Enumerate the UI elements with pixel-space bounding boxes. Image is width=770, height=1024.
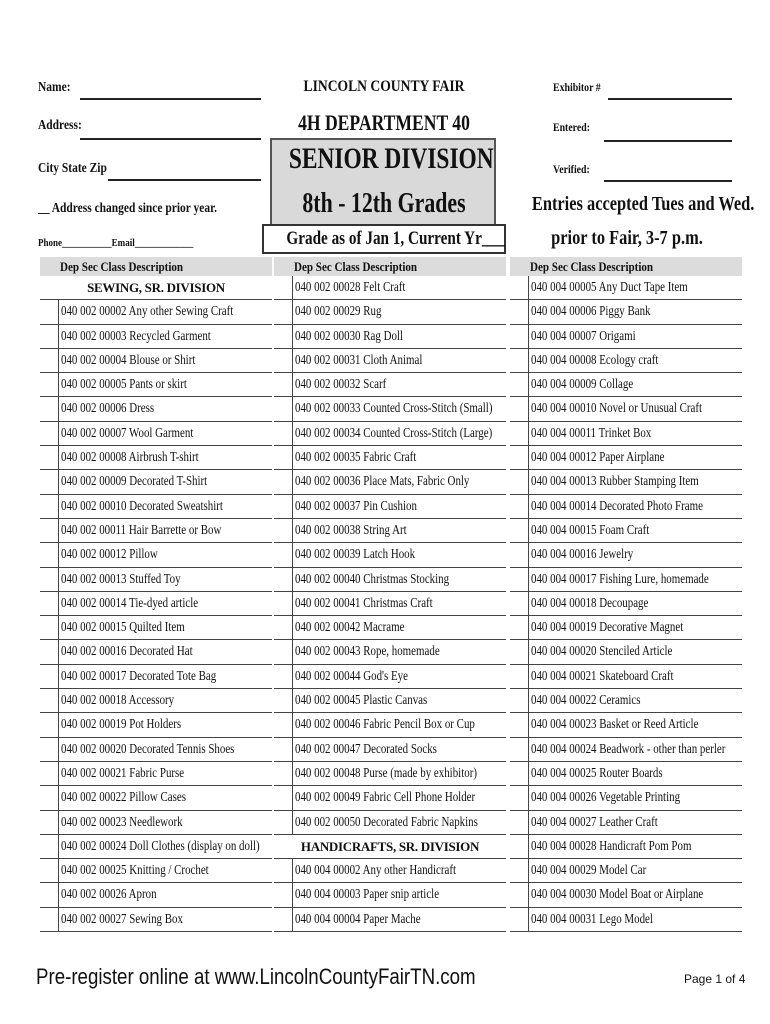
entry-row[interactable] (40, 592, 272, 616)
entry-checkbox[interactable] (510, 495, 529, 519)
entries-accepted-line2: prior to Fair, 3-7 p.m. (551, 227, 703, 249)
entry-row[interactable] (510, 689, 742, 713)
entry-row[interactable] (510, 665, 742, 689)
entry-label: 040 002 00039 Latch Hook (295, 547, 416, 563)
entry-checkbox[interactable] (274, 713, 293, 737)
entry-checkbox[interactable] (274, 640, 293, 664)
entry-row[interactable] (40, 786, 272, 810)
verified-field[interactable] (604, 180, 732, 182)
entry-checkbox[interactable] (40, 446, 59, 470)
entry-label: 040 004 00009 Collage (531, 377, 634, 393)
entry-row[interactable] (40, 835, 272, 859)
page-number: Page 1 of 4 (684, 972, 746, 986)
entry-row[interactable] (274, 859, 506, 883)
entry-checkbox[interactable] (510, 859, 529, 883)
entry-checkbox[interactable] (274, 859, 293, 883)
entry-row[interactable] (274, 276, 506, 300)
entry-label: 040 002 00031 Cloth Animal (295, 352, 423, 368)
entered-label: Entered: (553, 120, 590, 134)
entry-checkbox[interactable] (40, 495, 59, 519)
entry-list (274, 276, 506, 932)
entry-label: 040 002 00041 Christmas Craft (295, 595, 433, 611)
entry-label: 040 002 00038 String Art (295, 522, 407, 538)
entry-row[interactable] (274, 592, 506, 616)
entry-row[interactable] (274, 470, 506, 494)
entry-row[interactable] (40, 908, 272, 932)
entry-row[interactable] (510, 738, 742, 762)
department-title: 4H DEPARTMENT 40 (298, 110, 470, 135)
entry-label: 040 002 00014 Tie-dyed article (61, 595, 199, 611)
column-header: Dep Sec Class Description (40, 257, 272, 276)
entry-row[interactable] (40, 640, 272, 664)
entry-checkbox[interactable] (40, 883, 59, 907)
name-field[interactable] (80, 98, 261, 100)
entry-label: 040 002 00002 Any other Sewing Craft (61, 304, 234, 320)
entry-checkbox[interactable] (40, 568, 59, 592)
entry-checkbox[interactable] (510, 592, 529, 616)
entry-label: 040 002 00034 Counted Cross-Stitch (Large) (295, 425, 493, 441)
entry-row[interactable] (510, 640, 742, 664)
entry-row[interactable] (274, 713, 506, 737)
entry-label: 040 002 00040 Christmas Stocking (295, 571, 450, 587)
entry-checkbox[interactable] (40, 835, 59, 859)
entry-label: 040 002 00049 Fabric Cell Phone Holder (295, 790, 476, 806)
entry-label: 040 002 00009 Decorated T-Shirt (61, 474, 208, 490)
entry-label: 040 002 00007 Wool Garment (61, 425, 194, 441)
entry-label: 040 002 00030 Rag Doll (295, 328, 403, 344)
entry-checkbox[interactable] (510, 470, 529, 494)
entry-row[interactable] (274, 495, 506, 519)
entry-checkbox[interactable] (274, 276, 293, 300)
entry-row[interactable] (274, 908, 506, 932)
entry-row[interactable] (274, 786, 506, 810)
entry-row[interactable] (274, 762, 506, 786)
entry-checkbox[interactable] (40, 738, 59, 762)
entry-checkbox[interactable] (274, 300, 293, 324)
entry-checkbox[interactable] (274, 908, 293, 932)
entry-row[interactable] (40, 422, 272, 446)
entry-row[interactable] (40, 325, 272, 349)
entry-label: 040 002 00025 Knitting / Crochet (61, 863, 209, 879)
address-field[interactable] (80, 138, 261, 140)
entry-row[interactable] (40, 616, 272, 640)
entry-checkbox[interactable] (40, 713, 59, 737)
entry-label: 040 002 00012 Pillow (61, 547, 158, 563)
entry-label: 040 004 00013 Rubber Stamping Item (531, 474, 699, 490)
entry-label: 040 004 00022 Ceramics (531, 693, 641, 709)
entry-checkbox[interactable] (510, 811, 529, 835)
entry-checkbox[interactable] (510, 300, 529, 324)
entry-label: 040 002 00011 Hair Barrette or Bow (61, 522, 222, 538)
entry-label: 040 004 00014 Decorated Photo Frame (531, 498, 703, 514)
entry-row[interactable] (40, 883, 272, 907)
entry-checkbox[interactable] (510, 786, 529, 810)
preregister-text: Pre-register online at www.LincolnCountyFairTN.com (36, 964, 476, 989)
entry-checkbox[interactable] (274, 373, 293, 397)
entry-checkbox[interactable] (510, 713, 529, 737)
entry-checkbox[interactable] (274, 665, 293, 689)
entry-label: 040 002 00037 Pin Cushion (295, 498, 417, 514)
entry-row[interactable] (510, 397, 742, 421)
entry-checkbox[interactable] (40, 908, 59, 932)
entry-row[interactable] (40, 373, 272, 397)
entry-checkbox[interactable] (274, 397, 293, 421)
entry-checkbox[interactable] (510, 762, 529, 786)
entry-checkbox[interactable] (274, 616, 293, 640)
entry-label: 040 004 00018 Decoupage (531, 595, 649, 611)
entry-label: 040 002 00013 Stuffed Toy (61, 571, 181, 587)
entry-checkbox[interactable] (40, 543, 59, 567)
entry-checkbox[interactable] (510, 422, 529, 446)
entry-label: 040 002 00024 Doll Clothes (display on doll) (61, 838, 260, 854)
entry-column-2 (274, 257, 506, 932)
city-state-zip-label: City State Zip (38, 161, 107, 176)
entry-checkbox[interactable] (40, 786, 59, 810)
entry-label: 040 004 00024 Beadwork - other than perler (531, 741, 726, 757)
address-label: Address: (38, 118, 82, 133)
exhibitor-field[interactable] (608, 98, 732, 100)
verified-label: Verified: (553, 162, 590, 176)
entry-checkbox[interactable] (510, 276, 529, 300)
entry-label: 040 002 00032 Scarf (295, 377, 387, 393)
section-heading (40, 276, 272, 300)
entry-row[interactable] (510, 908, 742, 932)
entry-label: 040 002 00008 Airbrush T-shirt (61, 450, 199, 466)
entry-row[interactable] (274, 689, 506, 713)
entry-label: 040 002 00048 Purse (made by exhibitor) (295, 765, 477, 781)
entry-checkbox[interactable] (40, 300, 59, 324)
entry-checkbox[interactable] (510, 738, 529, 762)
entry-label: 040 004 00028 Handicraft Pom Pom (531, 838, 692, 854)
entry-row[interactable] (274, 616, 506, 640)
entry-label: 040 002 00023 Needlework (61, 814, 183, 830)
entry-checkbox[interactable] (510, 908, 529, 932)
entry-label: 040 004 00010 Novel or Unusual Craft (531, 401, 703, 417)
entry-row[interactable] (510, 325, 742, 349)
entry-checkbox[interactable] (510, 665, 529, 689)
entry-checkbox[interactable] (510, 616, 529, 640)
entry-checkbox[interactable] (274, 470, 293, 494)
entry-checkbox[interactable] (274, 738, 293, 762)
entry-checkbox[interactable] (274, 592, 293, 616)
entry-checkbox[interactable] (510, 883, 529, 907)
entry-checkbox[interactable] (40, 373, 59, 397)
address-changed-checkbox[interactable]: __ Address changed since prior year. (38, 201, 218, 216)
entry-checkbox[interactable] (274, 422, 293, 446)
column-header: Dep Sec Class Description (510, 257, 742, 276)
entry-label: 040 002 00044 God's Eye (295, 668, 408, 684)
entry-label: 040 002 00004 Blouse or Shirt (61, 352, 196, 368)
entry-row[interactable] (274, 665, 506, 689)
entry-label: 040 002 00029 Rug (295, 304, 382, 320)
entry-label: 040 004 00011 Trinket Box (531, 425, 652, 441)
entry-row[interactable] (274, 519, 506, 543)
entry-checkbox[interactable] (510, 446, 529, 470)
entry-checkbox[interactable] (510, 349, 529, 373)
entry-row[interactable] (274, 883, 506, 907)
entry-checkbox[interactable] (274, 689, 293, 713)
entry-label: 040 004 00004 Paper Mache (295, 911, 421, 927)
entry-checkbox[interactable] (40, 397, 59, 421)
entry-checkbox[interactable] (40, 665, 59, 689)
entry-row[interactable] (40, 495, 272, 519)
entry-row[interactable] (510, 568, 742, 592)
entry-label: 040 002 00045 Plastic Canvas (295, 693, 428, 709)
entry-row[interactable] (510, 349, 742, 373)
entry-row[interactable] (274, 422, 506, 446)
section-heading-label: SEWING, SR. DIVISION (87, 280, 225, 295)
entry-row[interactable] (274, 738, 506, 762)
entry-row[interactable] (510, 519, 742, 543)
entry-list (40, 276, 272, 932)
entry-label: 040 002 00006 Dress (61, 401, 155, 417)
entry-checkbox[interactable] (274, 762, 293, 786)
entry-label: 040 002 00033 Counted Cross-Stitch (Small) (295, 401, 493, 417)
fair-title: LINCOLN COUNTY FAIR (303, 78, 465, 95)
division-title: SENIOR DIVISION (288, 142, 494, 175)
entry-column-1 (40, 257, 272, 932)
entry-checkbox[interactable] (40, 470, 59, 494)
entry-label: 040 004 00026 Vegetable Printing (531, 790, 681, 806)
entry-label: 040 002 00017 Decorated Tote Bag (61, 668, 217, 684)
entry-checkbox[interactable] (510, 543, 529, 567)
entry-row[interactable] (40, 397, 272, 421)
entry-row[interactable] (40, 689, 272, 713)
entry-label: 040 004 00017 Fishing Lure, homemade (531, 571, 709, 587)
entry-row[interactable] (40, 762, 272, 786)
entry-label: 040 002 00015 Quilted Item (61, 620, 185, 636)
entry-checkbox[interactable] (274, 811, 293, 835)
entry-row[interactable] (40, 568, 272, 592)
entry-row[interactable] (510, 543, 742, 567)
entry-label: 040 002 00019 Pot Holders (61, 717, 182, 733)
entry-label: 040 004 00007 Origami (531, 328, 636, 344)
entry-checkbox[interactable] (40, 325, 59, 349)
entry-checkbox[interactable] (40, 689, 59, 713)
entry-checkbox[interactable] (274, 495, 293, 519)
column-header: Dep Sec Class Description (274, 257, 506, 276)
entry-checkbox[interactable] (40, 422, 59, 446)
entry-row[interactable] (40, 519, 272, 543)
entry-row[interactable] (510, 373, 742, 397)
entry-row[interactable] (274, 397, 506, 421)
entry-label: 040 004 00005 Any Duct Tape Item (531, 280, 688, 295)
entry-row[interactable] (40, 811, 272, 835)
section-heading (274, 835, 506, 859)
exhibitor-label: Exhibitor # (553, 80, 601, 94)
entry-row[interactable] (510, 592, 742, 616)
entry-label: 040 004 00021 Skateboard Craft (531, 668, 674, 684)
entry-label: 040 002 00028 Felt Craft (295, 280, 406, 295)
entry-row[interactable] (40, 738, 272, 762)
entry-row[interactable] (40, 859, 272, 883)
entry-row[interactable] (274, 568, 506, 592)
entry-row[interactable] (40, 543, 272, 567)
entry-label: 040 004 00002 Any other Handicraft (295, 863, 457, 879)
entry-row[interactable] (274, 325, 506, 349)
entry-row[interactable] (510, 835, 742, 859)
entry-row[interactable] (510, 811, 742, 835)
entries-accepted-line1: Entries accepted Tues and Wed. (531, 193, 755, 215)
entry-row[interactable] (510, 276, 742, 300)
entry-row[interactable] (510, 762, 742, 786)
entry-row[interactable] (274, 349, 506, 373)
entry-row[interactable] (510, 883, 742, 907)
name-label: Name: (38, 80, 71, 95)
entry-label: 040 002 00042 Macrame (295, 620, 405, 636)
entry-label: 040 004 00003 Paper snip article (295, 887, 440, 903)
city-state-zip-field[interactable] (108, 179, 261, 181)
entry-checkbox[interactable] (510, 397, 529, 421)
entry-checkbox[interactable] (510, 835, 529, 859)
entry-column-3 (510, 257, 742, 932)
entry-checkbox[interactable] (40, 640, 59, 664)
entry-checkbox[interactable] (510, 640, 529, 664)
entry-checkbox[interactable] (510, 325, 529, 349)
entry-row[interactable] (274, 300, 506, 324)
entry-row[interactable] (40, 470, 272, 494)
entry-label: 040 002 00021 Fabric Purse (61, 765, 185, 781)
entry-label: 040 004 00019 Decorative Magnet (531, 620, 684, 636)
entry-row[interactable] (40, 349, 272, 373)
entry-label: 040 002 00043 Rope, homemade (295, 644, 440, 660)
entry-row[interactable] (510, 616, 742, 640)
entry-row[interactable] (510, 446, 742, 470)
entry-checkbox[interactable] (274, 325, 293, 349)
entry-checkbox[interactable] (510, 689, 529, 713)
entry-row[interactable] (40, 446, 272, 470)
entry-checkbox[interactable] (274, 786, 293, 810)
entry-checkbox[interactable] (40, 811, 59, 835)
entry-checkbox[interactable] (274, 543, 293, 567)
entry-checkbox[interactable] (274, 883, 293, 907)
entry-label: 040 002 00027 Sewing Box (61, 911, 183, 927)
entry-label: 040 004 00020 Stenciled Article (531, 644, 673, 660)
grade-as-of-field[interactable]: Grade as of Jan 1, Current Yr___ (286, 228, 505, 249)
entry-label: 040 002 00005 Pants or skirt (61, 377, 187, 393)
entry-row[interactable] (274, 543, 506, 567)
entry-checkbox[interactable] (40, 762, 59, 786)
entry-label: 040 002 00003 Recycled Garment (61, 328, 211, 344)
entry-label: 040 004 00023 Basket or Reed Article (531, 717, 699, 733)
entry-label: 040 004 00030 Model Boat or Airplane (531, 887, 704, 903)
entry-row[interactable] (274, 811, 506, 835)
entry-label: 040 004 00012 Paper Airplane (531, 450, 665, 466)
entry-row[interactable] (40, 300, 272, 324)
entry-checkbox[interactable] (274, 446, 293, 470)
entry-row[interactable] (510, 495, 742, 519)
entry-checkbox[interactable] (510, 373, 529, 397)
entry-checkbox[interactable] (274, 568, 293, 592)
entry-label: 040 002 00018 Accessory (61, 693, 175, 709)
entry-label: 040 004 00029 Model Car (531, 863, 647, 879)
entry-label: 040 004 00008 Ecology craft (531, 352, 659, 368)
entry-checkbox[interactable] (40, 349, 59, 373)
phone-email-field[interactable]: Phone___________Email_____________ (38, 237, 194, 249)
entry-label: 040 004 00015 Foam Craft (531, 522, 650, 538)
entry-label: 040 002 00036 Place Mats, Fabric Only (295, 474, 470, 490)
entry-label: 040 002 00050 Decorated Fabric Napkins (295, 814, 478, 830)
entry-checkbox[interactable] (274, 519, 293, 543)
entry-checkbox[interactable] (40, 616, 59, 640)
entry-row[interactable] (510, 470, 742, 494)
entry-label: 040 002 00010 Decorated Sweatshirt (61, 498, 223, 514)
entry-label: 040 004 00016 Jewelry (531, 547, 634, 563)
entry-checkbox[interactable] (274, 349, 293, 373)
entry-label: 040 002 00046 Fabric Pencil Box or Cup (295, 717, 475, 733)
entry-row[interactable] (40, 665, 272, 689)
entry-checkbox[interactable] (510, 519, 529, 543)
entered-field[interactable] (604, 140, 732, 142)
entry-checkbox[interactable] (510, 568, 529, 592)
entry-row[interactable] (510, 713, 742, 737)
entry-label: 040 002 00016 Decorated Hat (61, 644, 193, 660)
entry-row[interactable] (274, 446, 506, 470)
entry-label: 040 002 00047 Decorated Socks (295, 741, 437, 757)
entry-label: 040 004 00025 Router Boards (531, 765, 663, 781)
entry-label: 040 004 00027 Leather Craft (531, 814, 658, 830)
section-heading-label: HANDICRAFTS, SR. DIVISION (300, 838, 480, 854)
entry-label: 040 004 00031 Lego Model (531, 911, 653, 927)
entry-checkbox[interactable] (40, 859, 59, 883)
entry-checkbox[interactable] (40, 519, 59, 543)
entry-row[interactable] (274, 640, 506, 664)
grades-title: 8th - 12th Grades (302, 188, 466, 219)
entry-row[interactable] (510, 300, 742, 324)
entry-row[interactable] (510, 859, 742, 883)
entry-label: 040 004 00006 Piggy Bank (531, 304, 651, 320)
entry-label: 040 002 00035 Fabric Craft (295, 450, 417, 466)
entry-row[interactable] (40, 713, 272, 737)
entry-label: 040 002 00020 Decorated Tennis Shoes (61, 741, 235, 757)
entry-label: 040 002 00022 Pillow Cases (61, 790, 186, 806)
entry-list (510, 276, 742, 932)
entry-checkbox[interactable] (40, 592, 59, 616)
entry-label: 040 002 00026 Apron (61, 887, 157, 903)
entry-row[interactable] (274, 373, 506, 397)
entry-row[interactable] (510, 786, 742, 810)
entry-row[interactable] (510, 422, 742, 446)
